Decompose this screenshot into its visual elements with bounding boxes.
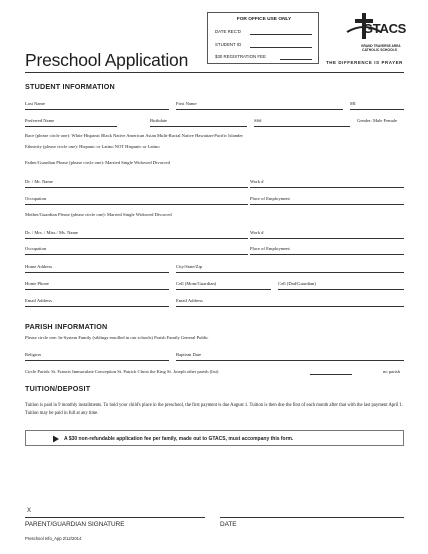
mother-name-field[interactable] [25, 238, 248, 239]
first-name-field[interactable] [176, 109, 343, 110]
logo-subtitle-1: GRAND TRAVERSE AREA [361, 44, 401, 48]
father-status-options[interactable]: Father/Guardian Please (please circle one): Married Single Widowed Divorced [25, 160, 170, 165]
father-name-label: Dr. / Mr. Name [25, 179, 53, 184]
mother-status-options[interactable]: Mother/Guardian Please (please circle one): Married Single Widowed Divorced [25, 212, 172, 217]
email-2-label: Email Address [176, 298, 203, 303]
mother-occupation-field[interactable] [25, 254, 248, 255]
ssn-field[interactable] [254, 126, 350, 127]
father-work-label: Work # [250, 179, 264, 184]
parent-signature-label: PARENT/GUARDIAN SIGNATURE [25, 521, 125, 528]
office-student-id-line[interactable] [250, 47, 312, 48]
gtacs-logo [333, 10, 411, 62]
father-name-field[interactable] [25, 187, 248, 188]
email-1-label: Email Address [25, 298, 52, 303]
last-name-label: Last Name [25, 101, 46, 106]
religion-field[interactable] [25, 360, 169, 361]
preferred-name-field[interactable] [25, 126, 117, 127]
mother-employment-field[interactable] [250, 254, 404, 255]
office-date-line[interactable] [250, 34, 312, 35]
home-address-field[interactable] [25, 272, 169, 273]
cell-mom-label: Cell (Mom/Guardian) [176, 281, 217, 286]
office-fee-line[interactable] [280, 59, 312, 60]
mi-field[interactable] [350, 109, 404, 110]
city-state-zip-field[interactable] [176, 272, 404, 273]
office-use-box [207, 12, 319, 64]
father-occupation-field[interactable] [25, 204, 248, 205]
document-id: Preschool Info_App 2/12/2014 [25, 536, 82, 541]
tuition-section-heading: TUITION/DEPOSIT [25, 384, 91, 393]
home-address-label: Home Address [25, 264, 53, 269]
parish-section-heading: PARISH INFORMATION [25, 322, 108, 331]
page-title: Preschool Application [25, 50, 189, 70]
religion-label: Religion [25, 352, 41, 357]
mother-employment-label: Place of Employment [250, 246, 290, 251]
mi-label: MI [350, 101, 356, 106]
last-name-field[interactable] [25, 109, 169, 110]
city-state-zip-label: City/State/Zip [176, 264, 203, 269]
tuition-paragraph: Tuition is paid in 9 monthly installments. To hold your child's place in the preschool, the first payment is due August 1. Tuition is then due the first of each month after that with the last payment April 1. Tuition may be paid in full at any time. [25, 403, 404, 416]
circle-parish-options[interactable]: Circle Parish: St. Francis Immaculate Conception St. Patrick Christ the King St. Joseph other parish (list) [25, 369, 219, 374]
mother-work-label: Work # [250, 230, 264, 235]
birthdate-label: Birthdate [150, 118, 168, 123]
ssn-label: SS# [254, 118, 262, 123]
office-fee-label: $30 REGISTRATION FEE [215, 54, 266, 59]
father-employment-field[interactable] [250, 204, 404, 205]
baptism-date-label: Baptism Date [176, 352, 202, 357]
race-options[interactable]: Race (please circle one): White Hispanic Black Native American Asian Multi-Racial Native Hawaiian-Pacific Islander [25, 133, 243, 138]
logo-letters: GTACS [363, 21, 407, 36]
cell-dad-field[interactable] [278, 289, 404, 290]
fee-notice-box [25, 430, 404, 446]
parish-circle-options[interactable]: Please circle one: In-System Family (siblings enrolled in our schools) Parish Family General Public [25, 335, 209, 340]
other-parish-field[interactable] [310, 374, 352, 375]
mother-occupation-label: Occupation [25, 246, 47, 251]
date-field[interactable] [220, 517, 404, 518]
baptism-date-field[interactable] [176, 360, 404, 361]
cell-mom-field[interactable] [176, 289, 271, 290]
home-phone-field[interactable] [25, 289, 169, 290]
parent-signature-field[interactable] [25, 517, 205, 518]
logo-tagline: THE DIFFERENCE IS PRAYER [326, 60, 403, 65]
student-section-heading: STUDENT INFORMATION [25, 82, 115, 91]
email-1-field[interactable] [25, 306, 169, 307]
father-employment-label: Place of Employment [250, 196, 290, 201]
home-phone-label: Home Phone [25, 281, 49, 286]
gender-label[interactable]: Gender: Male Female [357, 118, 398, 123]
arrow-triangle-icon [52, 435, 60, 443]
mother-name-label: Dr. / Mrs. / Miss / Ms. Name [25, 230, 79, 235]
first-name-label: First Name [176, 101, 197, 106]
cell-dad-label: Cell (Dad/Guardian) [278, 281, 316, 286]
signature-x-mark: X [27, 508, 32, 514]
father-work-field[interactable] [250, 187, 404, 188]
office-use-title: FOR OFFICE USE ONLY [236, 17, 292, 22]
fee-notice-text: A $30 non-refundable application fee per family, made out to GTACS, must accompany this form. [64, 436, 294, 442]
logo-subtitle-2: CATHOLIC SCHOOLS [362, 48, 397, 52]
office-student-id-label: STUDENT ID [215, 42, 242, 47]
birthdate-field[interactable] [150, 126, 247, 127]
office-date-label: DATE REC'D [215, 29, 241, 34]
preferred-name-label: Preferred Name [25, 118, 55, 123]
mother-work-field[interactable] [250, 238, 404, 239]
father-occupation-label: Occupation [25, 196, 47, 201]
ethnicity-options[interactable]: Ethnicity (please circle one): Hispanic or Latino NOT Hispanic or Latino [25, 144, 160, 149]
header-divider [25, 72, 404, 73]
date-label: DATE [220, 521, 237, 528]
email-2-field[interactable] [176, 306, 404, 307]
no-parish-option[interactable]: no parish [383, 369, 400, 374]
